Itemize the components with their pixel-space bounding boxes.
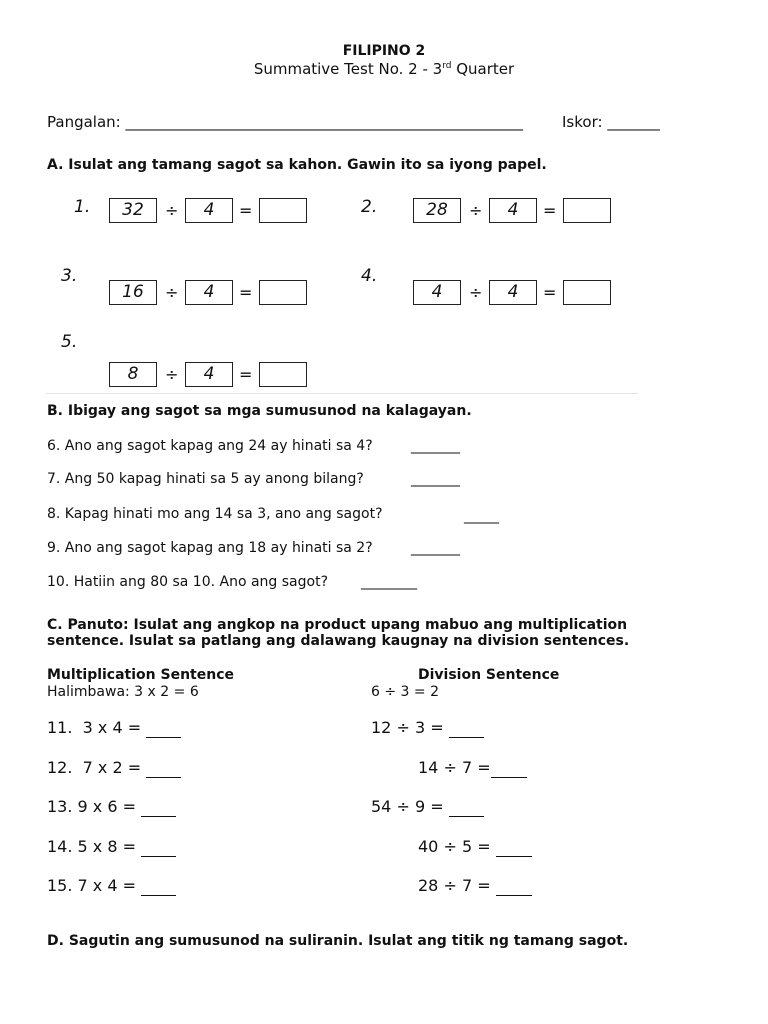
score-row xyxy=(562,113,660,131)
answer-blank-6[interactable]: _______ xyxy=(411,438,460,454)
item-3-dividend-box: 16 xyxy=(109,280,157,305)
answer-blank-12[interactable] xyxy=(146,758,181,778)
answer-blank-div-15[interactable] xyxy=(496,876,532,896)
section-b-heading: B. Ibigay ang sagot sa mga sumusunod na kalagayan. xyxy=(47,403,472,419)
mult-row-15: 15. 7 x 4 = xyxy=(47,876,176,896)
page-title: FILIPINO 2 xyxy=(342,43,426,59)
column-header-multiplication: Multiplication Sentence xyxy=(47,667,234,683)
item-3-divisor-box: 4 xyxy=(185,280,233,305)
div-row-13: 54 ÷ 9 = xyxy=(371,797,484,817)
equals-sign: = xyxy=(543,283,557,302)
divide-sign: ÷ xyxy=(165,201,179,220)
question-8: 8. Kapag hinati mo ang 14 sa 3, ano ang sagot? xyxy=(47,506,383,522)
example-division: 6 ÷ 3 = 2 xyxy=(371,684,439,700)
item-1-divisor-box: 4 xyxy=(185,198,233,223)
name-label: Pangalan: xyxy=(47,113,121,131)
equals-sign: = xyxy=(239,201,253,220)
answer-blank-7[interactable]: _______ xyxy=(411,471,460,487)
item-1-number: 1. xyxy=(74,197,91,217)
equals-sign: = xyxy=(239,365,253,384)
question-9: 9. Ano ang sagot kapag ang 18 ay hinati sa 2? xyxy=(47,540,373,556)
answer-blank-div-13[interactable] xyxy=(449,797,484,817)
item-2-answer-box[interactable] xyxy=(563,198,611,223)
answer-blank-13[interactable] xyxy=(141,797,176,817)
question-7: 7. Ang 50 kapag hinati sa 5 ay anong bilang? xyxy=(47,471,364,487)
item-4-divisor-box: 4 xyxy=(489,280,537,305)
answer-blank-9[interactable]: _______ xyxy=(411,540,460,556)
div-row-12: 14 ÷ 7 = xyxy=(418,758,527,778)
score-field[interactable]: _______ xyxy=(607,113,660,131)
item-5-number: 5. xyxy=(61,332,78,352)
subtitle-superscript: rd xyxy=(442,61,452,71)
question-6: 6. Ano ang sagot kapag ang 24 ay hinati sa 4? xyxy=(47,438,373,454)
section-d-heading: D. Sagutin ang sumusunod na suliranin. Isulat ang titik ng tamang sagot. xyxy=(47,933,629,949)
item-5-answer-box[interactable] xyxy=(259,362,307,387)
subtitle-text: Summative Test No. 2 - 3 xyxy=(253,60,443,78)
answer-blank-8[interactable]: _____ xyxy=(464,508,499,524)
item-1-answer-box[interactable] xyxy=(259,198,307,223)
mult-row-14: 14. 5 x 8 = xyxy=(47,837,176,857)
example-multiplication: Halimbawa: 3 x 2 = 6 xyxy=(47,684,199,700)
mult-row-13: 13. 9 x 6 = xyxy=(47,797,176,817)
answer-blank-15[interactable] xyxy=(141,876,176,896)
section-divider xyxy=(46,393,638,394)
div-row-15: 28 ÷ 7 = xyxy=(418,876,532,896)
item-5-divisor-box: 4 xyxy=(185,362,233,387)
divide-sign: ÷ xyxy=(165,283,179,302)
name-row xyxy=(47,113,523,131)
page-subtitle xyxy=(0,60,768,78)
divide-sign: ÷ xyxy=(469,283,483,302)
question-10: 10. Hatiin ang 80 sa 10. Ano ang sagot? xyxy=(47,574,329,590)
item-2-divisor-box: 4 xyxy=(489,198,537,223)
section-c-heading-line1: C. Panuto: Isulat ang angkop na product upang mabuo ang multiplication xyxy=(47,617,628,633)
score-label: Iskor: xyxy=(562,113,603,131)
item-4-answer-box[interactable] xyxy=(563,280,611,305)
answer-blank-14[interactable] xyxy=(141,837,176,857)
div-row-14: 40 ÷ 5 = xyxy=(418,837,532,857)
name-field[interactable]: _____________________________________________________ xyxy=(125,113,523,131)
item-5-dividend-box: 8 xyxy=(109,362,157,387)
item-3-answer-box[interactable] xyxy=(259,280,307,305)
section-a-heading: A. Isulat ang tamang sagot sa kahon. Gawin ito sa iyong papel. xyxy=(47,157,547,173)
item-3-number: 3. xyxy=(61,266,78,286)
divide-sign: ÷ xyxy=(469,201,483,220)
answer-blank-div-11[interactable] xyxy=(449,718,484,738)
item-1-dividend-box: 32 xyxy=(109,198,157,223)
section-c-heading-line2: sentence. Isulat sa patlang ang dalawang kaugnay na division sentences. xyxy=(47,633,630,649)
equals-sign: = xyxy=(543,201,557,220)
div-row-11: 12 ÷ 3 = xyxy=(371,718,484,738)
item-4-dividend-box: 4 xyxy=(413,280,461,305)
subtitle-end: Quarter xyxy=(451,60,515,78)
equals-sign: = xyxy=(239,283,253,302)
item-4-number: 4. xyxy=(361,266,378,286)
item-2-number: 2. xyxy=(361,197,378,217)
mult-row-11: 11. 3 x 4 = xyxy=(47,718,181,738)
mult-row-12: 12. 7 x 2 = xyxy=(47,758,181,778)
answer-blank-div-14[interactable] xyxy=(496,837,532,857)
answer-blank-10[interactable]: ________ xyxy=(361,574,417,590)
answer-blank-div-12[interactable] xyxy=(491,758,527,778)
answer-blank-11[interactable] xyxy=(146,718,181,738)
column-header-division: Division Sentence xyxy=(418,667,560,683)
divide-sign: ÷ xyxy=(165,365,179,384)
item-2-dividend-box: 28 xyxy=(413,198,461,223)
